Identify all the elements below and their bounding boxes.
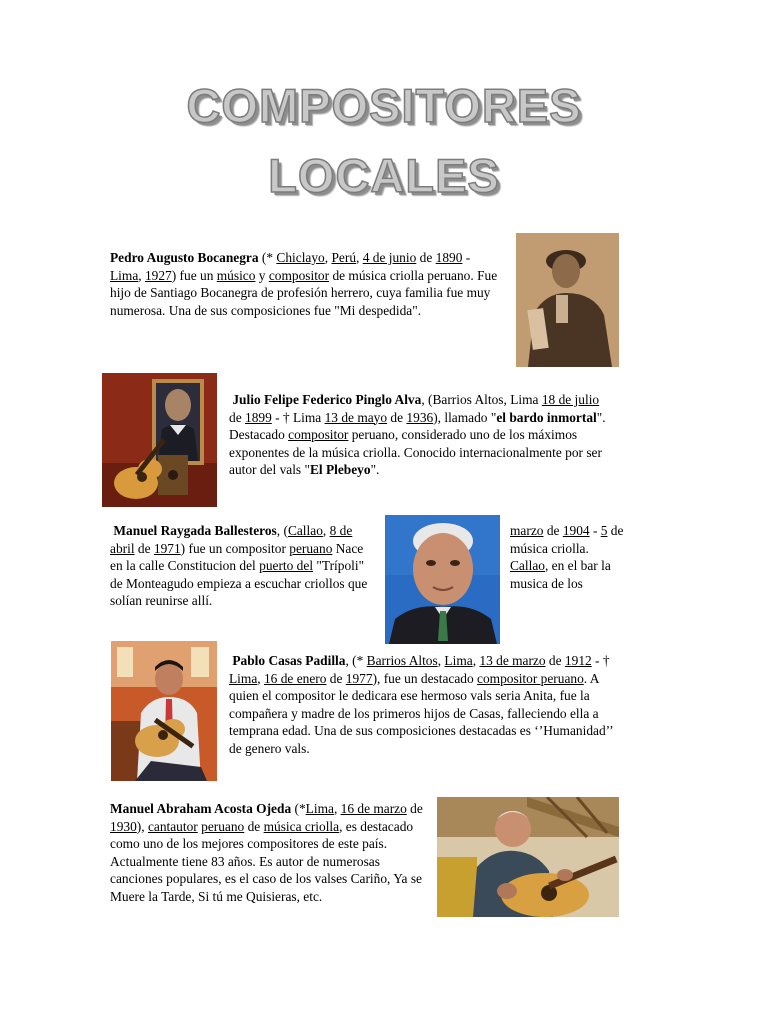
link-year[interactable]: 1927 [144,267,172,283]
composer-name: Julio Felipe Federico Pinglo Alva [232,392,422,407]
nickname: el bardo inmortal [496,409,597,425]
link-lima[interactable]: Lima [305,801,334,816]
link-marzo[interactable]: marzo [510,523,544,538]
link-lima[interactable]: Lima [229,670,258,686]
portrait-photo-raygada [385,515,500,644]
link-date[interactable]: 13 de marzo [479,653,546,668]
link-peruano[interactable]: peruano [201,818,245,834]
link-lima[interactable]: Lima [110,267,139,283]
link-barrios-altos[interactable]: Barrios Altos [366,653,438,668]
link-year[interactable]: 1912 [564,653,592,668]
link-date[interactable]: 4 de junio [362,250,417,265]
link-musica-criolla[interactable]: música criolla [263,818,340,834]
portrait-photo-casas [111,641,217,781]
link-chiclayo[interactable]: Chiclayo [276,250,325,265]
entry-pinglo-text: Julio Felipe Federico Pinglo Alva, (Barrios Altos, Lima 18 de julio de 1899 - † Lima 13 de mayo de 1936), llamado "el bardo inmortal". Destacado compositor peruano, considerado uno de los máximos exponentes de la música criolla. Conocido internacionalmente por ser autor del vals "El Plebeyo". [229,392,606,478]
entry-raygada-text-right: marzo de 1904 - 5 de música criolla. Callao, en el bar la musica de los [510,523,624,591]
link-year[interactable]: 1971 [153,540,181,556]
link-puerto[interactable]: puerto del [259,558,314,574]
composer-name: Manuel Raygada Ballesteros [113,523,277,538]
link-callao[interactable]: Callao [287,523,323,538]
entry-acosta-text: Manuel Abraham Acosta Ojeda (*Lima, 16 de marzo de 1930), cantautor peruano de música criolla, es destacado como uno de los mejores compositores de este país. Actualmente tiene 83 años. Es autor de numerosas canciones populares, es el caso de los valses Cariño, Ya se Muere la Tarde, Si tú me Quisieras, etc. [110,801,423,904]
link-year[interactable]: 1904 [562,523,590,538]
page-title-line-2: LOCALES [268,149,500,202]
link-date[interactable]: 8 de abril [110,523,353,556]
portrait-photo-pinglo [102,373,217,507]
composer-name: Pedro Augusto Bocanegra [110,250,259,265]
link-compositor[interactable]: compositor [288,427,349,443]
song-title: El Plebeyo [309,462,371,478]
entry-raygada-text-left: Manuel Raygada Ballesteros, (Callao, 8 de abril de 1971) fue un compositor peruano Nace en la calle Constitucion del puerto del "Trípoli" de Monteagudo empieza a escuchar criollos que solían reunirse allí. [110,523,368,609]
page-title-line-1: COMPOSITORES [186,79,582,132]
link-year[interactable]: 1930 [110,818,137,834]
link-year[interactable]: 1936 [406,409,434,425]
composer-name: Pablo Casas Padilla [232,653,346,668]
link-compositor[interactable]: compositor [268,267,330,283]
link-date[interactable]: 16 de marzo [340,801,407,816]
portrait-photo-bocanegra [516,233,619,367]
link-compositor-peruano[interactable]: compositor peruano [477,670,584,686]
portrait-photo-acosta [437,797,619,917]
link-year[interactable]: 1899 [245,409,272,425]
link-date[interactable]: 5 [600,523,608,538]
link-date[interactable]: 18 de julio [541,392,600,407]
link-musico[interactable]: músico [216,267,256,283]
link-peru[interactable]: Perú [331,250,357,265]
link-cantautor[interactable]: cantautor [147,818,198,834]
link-lima[interactable]: Lima [444,653,473,668]
link-year[interactable]: 1890 [435,250,463,265]
link-date[interactable]: 13 de mayo [324,409,388,425]
link-callao[interactable]: Callao [510,558,545,574]
link-peruano[interactable]: peruano [289,540,333,556]
link-year[interactable]: 1977 [345,670,373,686]
link-date[interactable]: 16 de enero [263,670,327,686]
entry-casas-text: Pablo Casas Padilla, (* Barrios Altos, Lima, 13 de marzo de 1912 - † Lima, 16 de enero de 1977), fue un destacado compositor peruano. A quien el compositor le dedicara ese hermoso vals seria Anita, fue la compañera y madre de los primeros hijos de Casas, falleciendo ella a temprana edad. Una de sus composiciones destacadas es ‘’Humanidad’’ de genero vals. [229,653,613,756]
entry-bocanegra-text: Pedro Augusto Bocanegra (* Chiclayo, Perú, 4 de junio de 1890 - Lima, 1927) fue un músico y compositor de música criolla peruano. Fue hijo de Santiago Bocanegra de profesión herrero, cuya familia fue muy numerosa. Una de sus composiciones fue "Mi despedida". [110,250,498,318]
composer-name: Manuel Abraham Acosta Ojeda [110,801,292,816]
